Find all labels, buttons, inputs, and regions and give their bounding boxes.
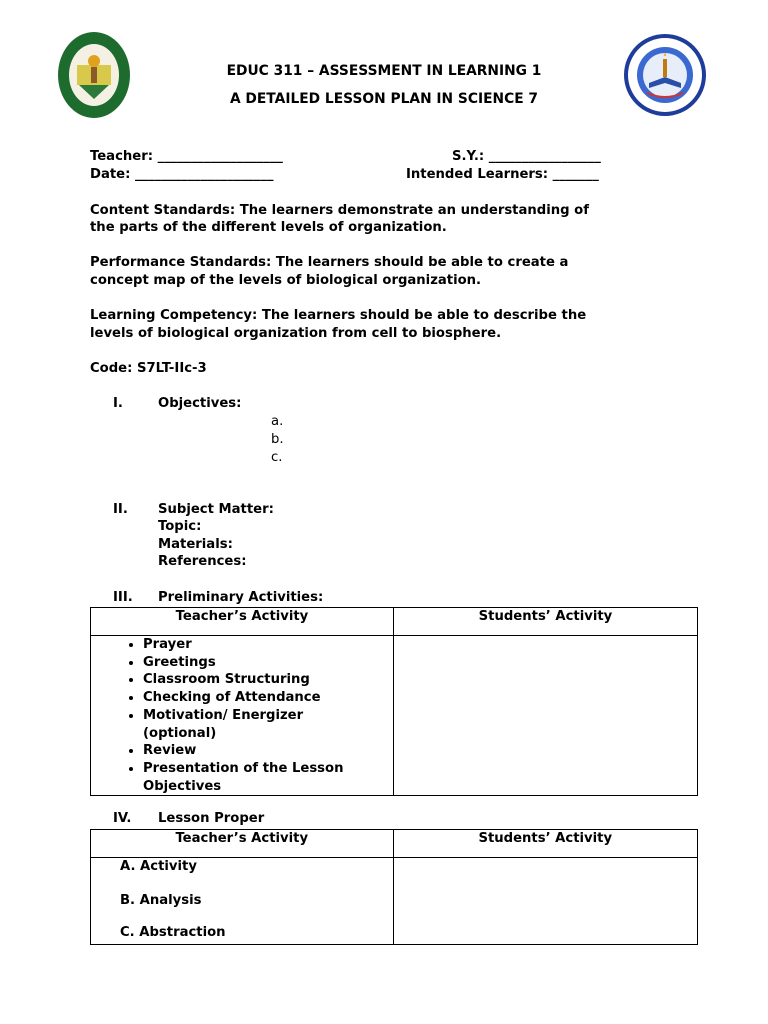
subject-matter-heading: Subject Matter: bbox=[158, 502, 274, 517]
code-line: Code: S7LT-IIc-3 bbox=[90, 361, 207, 376]
lesson-step-analysis: B. Analysis bbox=[120, 893, 202, 908]
lesson-proper-teacher-cell bbox=[91, 858, 394, 945]
lesson-plan-title: A DETAILED LESSON PLAN IN SCIENCE 7 bbox=[229, 91, 539, 107]
list-item: • Classroom Structuring bbox=[143, 671, 393, 689]
content-standards-line1: Content Standards: The learners demonstrate an understanding of bbox=[90, 203, 589, 218]
lesson-step-abstraction: C. Abstraction bbox=[120, 925, 226, 940]
list-item: • Motivation/ Energizer (optional) bbox=[143, 707, 333, 742]
learning-competency-line2: levels of biological organization from cell to biosphere. bbox=[90, 326, 502, 341]
list-item: • Checking of Attendance bbox=[143, 689, 393, 707]
objectives-numeral: I. bbox=[113, 396, 123, 411]
references-label: References: bbox=[158, 554, 247, 569]
content-standards-line2: the parts of the different levels of organization. bbox=[90, 220, 447, 235]
preliminary-activities-table bbox=[90, 607, 698, 796]
teachers-activity-header: Teacher’s Activity bbox=[91, 830, 394, 858]
materials-label: Materials: bbox=[158, 537, 233, 552]
objectives-heading: Objectives: bbox=[158, 396, 242, 411]
students-activity-header: Students’ Activity bbox=[393, 830, 698, 858]
list-item: • Greetings bbox=[143, 654, 393, 672]
performance-standards-line1: Performance Standards: The learners should be able to create a bbox=[90, 255, 569, 270]
teacher-field: Teacher: ___________________ bbox=[90, 149, 283, 164]
list-item: • Review bbox=[143, 742, 393, 760]
learning-competency-line1: Learning Competency: The learners should be able to describe the bbox=[90, 308, 587, 323]
students-activity-cell bbox=[393, 636, 697, 796]
list-item: • Prayer bbox=[143, 636, 393, 654]
lesson-step-activity: A. Activity bbox=[120, 859, 197, 874]
list-item: • Presentation of the Lesson Objectives bbox=[143, 760, 383, 795]
teachers-activity-cell bbox=[91, 636, 394, 796]
subject-matter-numeral: II. bbox=[113, 502, 128, 517]
topic-label: Topic: bbox=[158, 519, 202, 534]
objective-item: c. bbox=[271, 450, 283, 465]
students-activity-header: Students’ Activity bbox=[393, 608, 697, 636]
date-field: Date: _____________________ bbox=[90, 167, 274, 182]
preliminary-activity-list bbox=[91, 636, 393, 795]
lesson-proper-table bbox=[90, 829, 698, 945]
objective-item: a. bbox=[271, 414, 284, 429]
course-title: EDUC 311 – ASSESSMENT IN LEARNING 1 bbox=[226, 63, 542, 79]
teachers-activity-header: Teacher’s Activity bbox=[91, 608, 394, 636]
objective-item: b. bbox=[271, 432, 284, 447]
school-year-field: S.Y.: _________________ bbox=[452, 149, 601, 164]
intended-learners-field: Intended Learners: _______ bbox=[406, 167, 599, 182]
preliminary-heading: Preliminary Activities: bbox=[158, 590, 324, 605]
lesson-proper-heading: Lesson Proper bbox=[158, 811, 265, 826]
lesson-proper-student-cell bbox=[393, 858, 698, 945]
performance-standards-line2: concept map of the levels of biological organization. bbox=[90, 273, 482, 288]
preliminary-numeral: III. bbox=[113, 590, 133, 605]
college-seal-logo bbox=[57, 31, 131, 119]
lesson-proper-numeral: IV. bbox=[113, 811, 132, 826]
